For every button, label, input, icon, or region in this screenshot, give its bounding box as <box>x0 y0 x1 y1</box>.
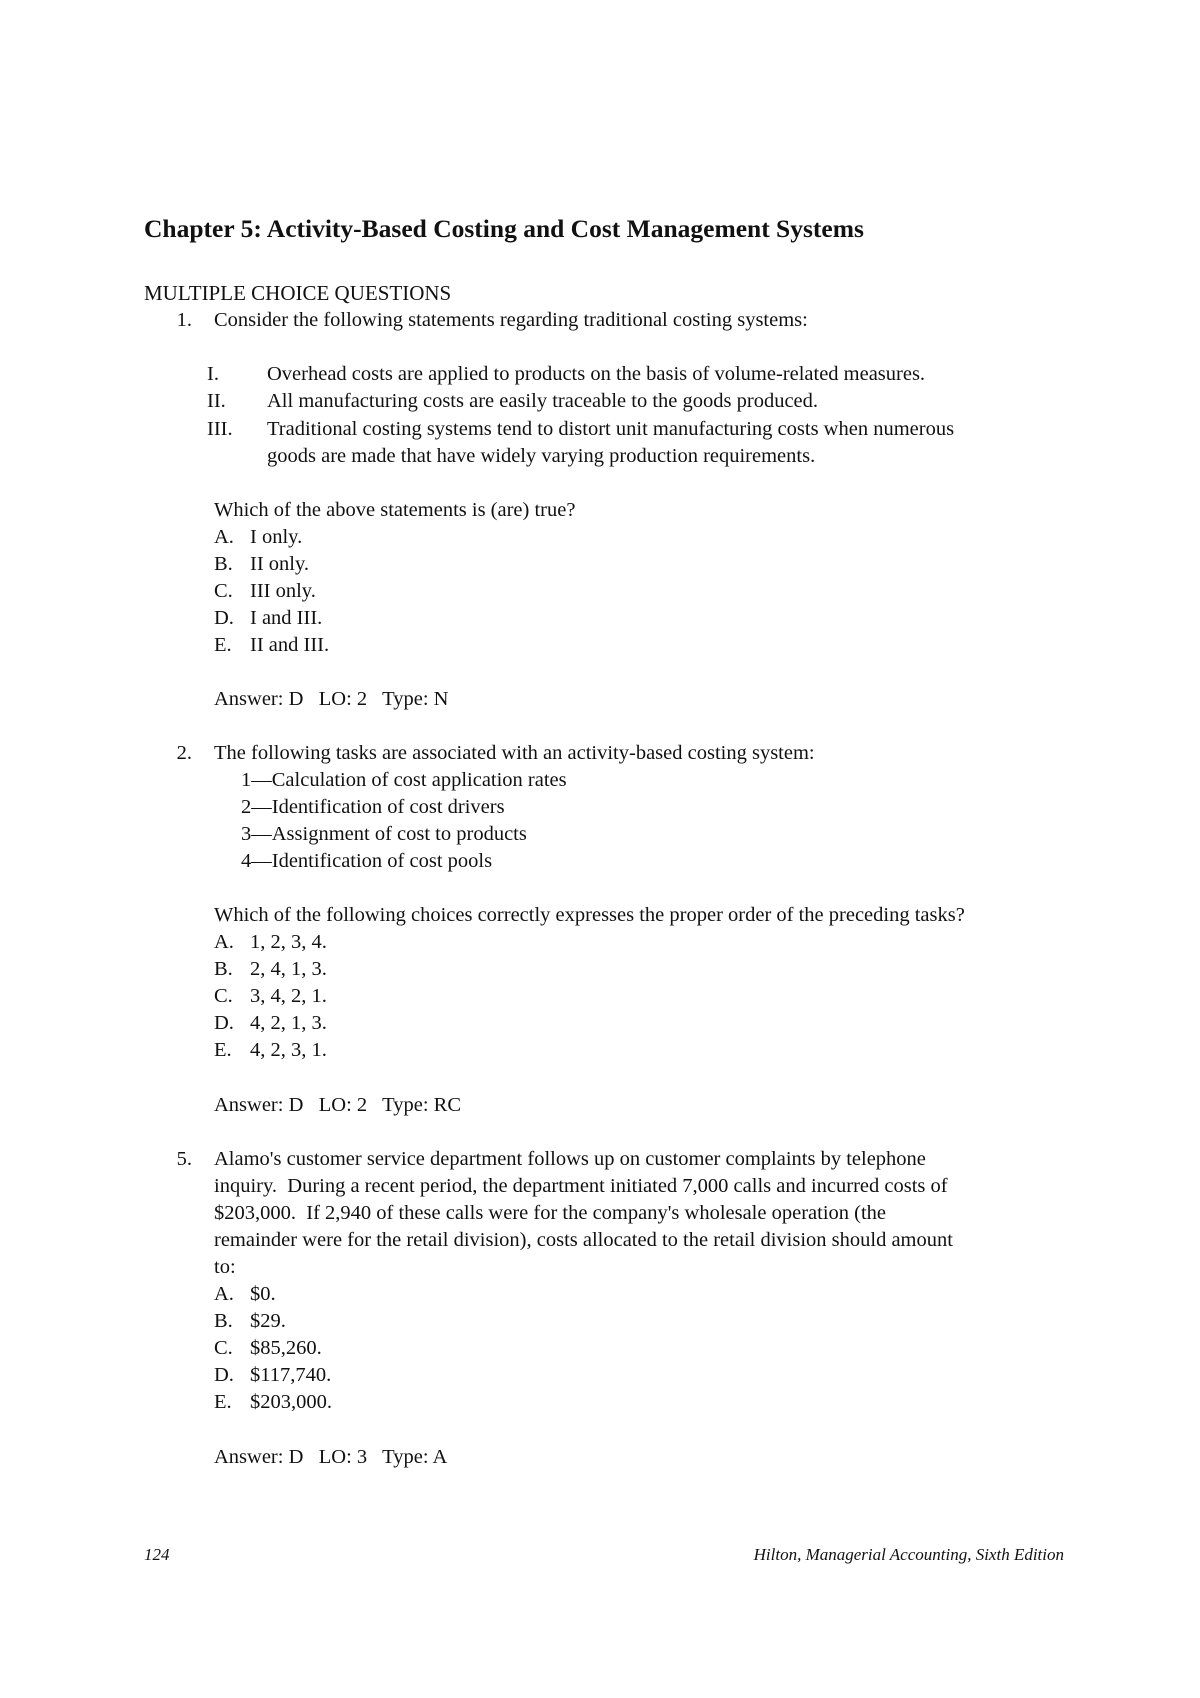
choice-letter: B. <box>214 958 233 980</box>
choice-text: I only. <box>250 526 303 548</box>
choice-letter: A. <box>214 1283 234 1305</box>
choice-letter: D. <box>214 607 234 629</box>
question-number: 2. <box>176 742 192 764</box>
question-number: 5. <box>176 1148 192 1170</box>
task-item: 2—Identification of cost drivers <box>241 796 505 818</box>
question-stem: Consider the following statements regarding traditional costing systems: <box>214 309 808 331</box>
question-stem-line: inquiry. During a recent period, the department initiated 7,000 calls and incurred costs of <box>214 1175 948 1197</box>
choice-letter: E. <box>214 1391 232 1413</box>
task-item: 1—Calculation of cost application rates <box>241 769 567 791</box>
choice-text: $29. <box>250 1310 286 1332</box>
choice-letter: D. <box>214 1012 234 1034</box>
choice-letter: B. <box>214 553 233 575</box>
choice-text: $0. <box>250 1283 276 1305</box>
task-item: 4—Identification of cost pools <box>241 850 493 872</box>
choice-text: $85,260. <box>250 1337 322 1359</box>
question-stem: The following tasks are associated with an activity-based costing system: <box>214 742 815 764</box>
statement-text: Overhead costs are applied to products on the basis of volume-related measures. <box>267 363 926 385</box>
choice-letter: D. <box>214 1364 234 1386</box>
choice-letter: C. <box>214 985 233 1007</box>
choice-text: 3, 4, 2, 1. <box>250 985 327 1007</box>
choice-text: II and III. <box>250 634 330 656</box>
book-title-footer: Hilton, Managerial Accounting, Sixth Edition <box>753 1545 1064 1564</box>
chapter-title: Chapter 5: Activity-Based Costing and Cost Management Systems <box>144 214 864 243</box>
choice-text: 4, 2, 1, 3. <box>250 1012 327 1034</box>
section-heading: MULTIPLE CHOICE QUESTIONS <box>144 281 452 305</box>
statement-text: All manufacturing costs are easily traceable to the goods produced. <box>267 390 819 412</box>
choice-letter: C. <box>214 580 233 602</box>
statement-numeral: III. <box>207 418 233 440</box>
task-item: 3—Assignment of cost to products <box>241 823 527 845</box>
choice-text: $117,740. <box>250 1364 332 1386</box>
question-stem-line: to: <box>214 1256 236 1278</box>
question-stem-line: $203,000. If 2,940 of these calls were for the company's wholesale operation (the <box>214 1202 887 1224</box>
answer-line: Answer: D LO: 3 Type: A <box>214 1446 448 1468</box>
choice-text: 1, 2, 3, 4. <box>250 931 327 953</box>
choice-letter: E. <box>214 634 232 656</box>
choice-text: 4, 2, 3, 1. <box>250 1039 327 1061</box>
choice-letter: C. <box>214 1337 233 1359</box>
statement-text-continued: goods are made that have widely varying production requirements. <box>267 445 816 467</box>
statement-numeral: II. <box>207 390 226 412</box>
question-stem-line: Alamo's customer service department follows up on customer complaints by telephone <box>214 1148 926 1170</box>
question-number: 1. <box>176 309 192 331</box>
statement-numeral: I. <box>207 363 219 385</box>
choice-letter: A. <box>214 526 234 548</box>
question-prompt: Which of the following choices correctly expresses the proper order of the preceding tasks? <box>214 904 965 926</box>
page-number: 124 <box>144 1545 170 1564</box>
choice-text: $203,000. <box>250 1391 332 1413</box>
choice-text: I and III. <box>250 607 323 629</box>
answer-line: Answer: D LO: 2 Type: N <box>214 688 449 710</box>
question-prompt: Which of the above statements is (are) true? <box>214 499 576 521</box>
choice-text: 2, 4, 1, 3. <box>250 958 327 980</box>
choice-letter: B. <box>214 1310 233 1332</box>
choice-text: II only. <box>250 553 310 575</box>
answer-line: Answer: D LO: 2 Type: RC <box>214 1094 462 1116</box>
choice-text: III only. <box>250 580 316 602</box>
choice-letter: E. <box>214 1039 232 1061</box>
statement-text: Traditional costing systems tend to distort unit manufacturing costs when numerous <box>267 418 955 440</box>
choice-letter: A. <box>214 931 234 953</box>
question-stem-line: remainder were for the retail division), costs allocated to the retail division should amount <box>214 1229 953 1251</box>
